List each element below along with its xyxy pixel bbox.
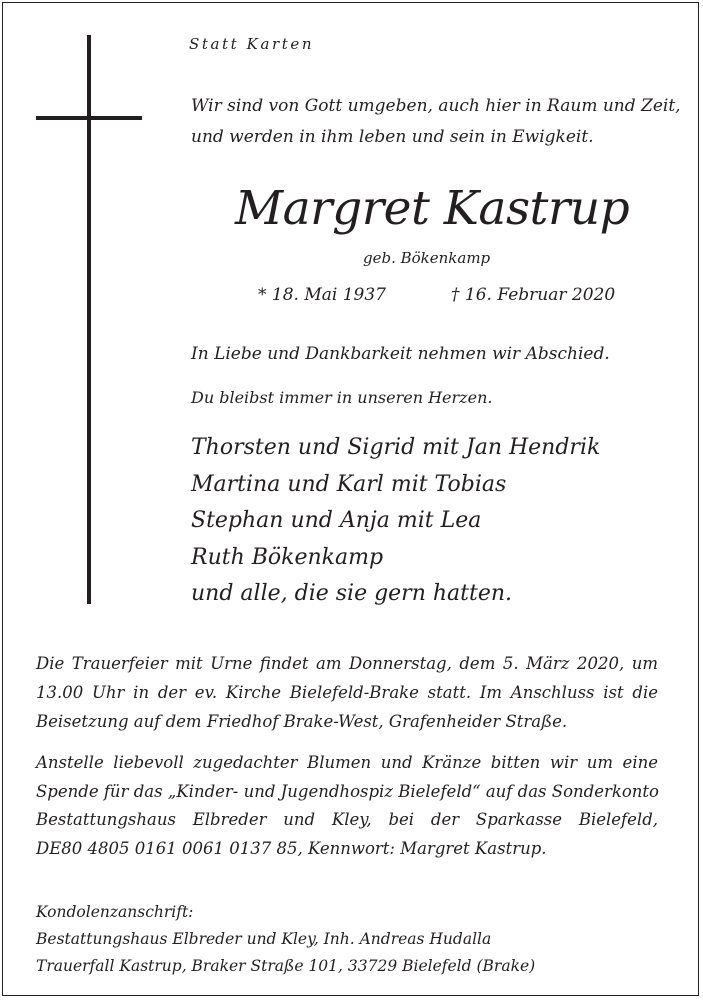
donation-paragraph xyxy=(36,749,658,863)
farewell-line: Du bleibst immer in unseren Herzen. xyxy=(191,388,493,407)
verse-line: und werden in ihm leben und sein in Ewigkeit. xyxy=(191,127,594,147)
donation-line: Bestattungshaus Elbreder und Kley, bei der Sparkasse Bielefeld, xyxy=(36,810,658,829)
cross-icon-vertical xyxy=(87,35,91,604)
family-member: Thorsten und Sigrid mit Jan Hendrik xyxy=(191,435,601,460)
condolence-line: Bestattungshaus Elbreder und Kley, Inh. Andreas Hudalla xyxy=(36,930,492,948)
condolence-address xyxy=(36,899,535,980)
verse xyxy=(191,91,681,153)
family-member: und alle, die sie gern hatten. xyxy=(191,581,513,606)
obituary-card xyxy=(2,2,699,996)
born-name: geb. Bökenkamp xyxy=(363,249,491,267)
ceremony-line: Beisetzung auf dem Friedhof Brake-West, Grafenheider Straße. xyxy=(36,712,568,731)
birth-date: * 18. Mai 1937 xyxy=(258,285,386,305)
family-list xyxy=(191,430,600,613)
donation-line: Anstelle liebevoll zugedachter Blumen und Kränze bitten wir um eine xyxy=(36,753,658,772)
farewell-line: In Liebe und Dankbarkeit nehmen wir Abschied. xyxy=(191,344,610,364)
condolence-label: Kondolenzanschrift: xyxy=(36,903,194,921)
donation-line: Spende für das „Kinder- und Jugendhospiz Bielefeld“ auf das Sonderkonto xyxy=(36,781,659,801)
verse-line: Wir sind von Gott umgeben, auch hier in Raum und Zeit, xyxy=(191,96,681,116)
family-member: Stephan und Anja mit Lea xyxy=(191,508,482,533)
ceremony-line: 13.00 Uhr in der ev. Kirche Bielefeld-Brake statt. Im Anschluss ist die xyxy=(36,683,658,702)
donation-line: DE80 4805 0161 0061 0137 85, Kennwort: Margret Kastrup. xyxy=(36,838,547,858)
ceremony-paragraph xyxy=(36,649,658,736)
family-member: Ruth Bökenkamp xyxy=(191,544,384,570)
ceremony-line: Die Trauerfeier mit Urne findet am Donnerstag, dem 5. März 2020, um xyxy=(36,654,658,673)
deceased-name: Margret Kastrup xyxy=(235,181,630,236)
header-statt-karten: Statt Karten xyxy=(189,35,315,53)
family-member: Martina und Karl mit Tobias xyxy=(191,471,507,497)
condolence-line: Trauerfall Kastrup, Braker Straße 101, 33729 Bielefeld (Brake) xyxy=(36,957,536,975)
death-date: † 16. Februar 2020 xyxy=(451,285,616,305)
cross-icon-horizontal xyxy=(36,116,142,120)
